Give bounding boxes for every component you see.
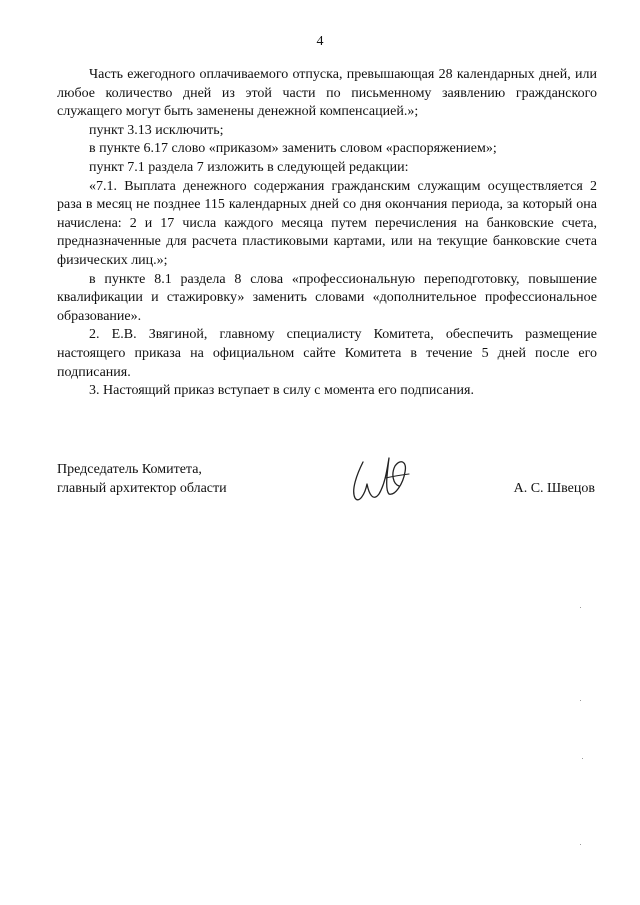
signature-block — [57, 460, 597, 498]
handwritten-signature — [329, 444, 429, 508]
paragraph-point-7-1-text: «7.1. Выплата денежного содержания гражданским служащим осуществляется 2 раза в месяц не позднее 115 календарных дней со дня окончания периода, за который она начислена: 2 и 17 числа каждого месяца путем перечисления на банковские счета, предназначенные для расчета пластиковыми картами, или на текущие банковские счета физических лиц.»; — [57, 178, 597, 268]
scan-speck — [580, 700, 581, 701]
paragraph-point-6-17: в пункте 6.17 слово «приказом» заменить словом «распоряжением»; — [89, 141, 497, 157]
scan-speck — [580, 607, 581, 608]
document-body — [57, 66, 597, 401]
paragraph-item-3: 3. Настоящий приказ вступает в силу с момента его подписания. — [89, 383, 474, 399]
scan-speck — [580, 844, 581, 845]
paragraph-point-7-1-intro: пункт 7.1 раздела 7 изложить в следующей редакции: — [89, 159, 409, 175]
scan-speck — [582, 758, 583, 759]
paragraph-vacation-compensation: Часть ежегодного оплачиваемого отпуска, превышающая 28 календарных дней, или любое количество дней из этой части по письменному заявлению гражданского служащего могут быть заменены денежной компенсацией.»; — [57, 67, 597, 120]
signatory-name: А. С. Швецов — [513, 481, 595, 496]
signatory-position-line-2: главный архитектор области — [57, 481, 227, 496]
paragraph-point-3-13: пункт 3.13 исключить; — [89, 122, 224, 138]
page-number: 4 — [316, 34, 324, 49]
paragraph-point-8-1: в пункте 8.1 раздела 8 слова «профессиональную переподготовку, повышение квалификации и стажировку» заменить словами «дополнительное профессиональное образование». — [57, 271, 597, 324]
signatory-position-line-1: Председатель Комитета, — [57, 462, 202, 477]
paragraph-item-2: 2. Е.В. Звягиной, главному специалисту Комитета, обеспечить размещение настоящего приказа на официальном сайте Комитета в течение 5 дней после его подписания. — [57, 327, 597, 380]
